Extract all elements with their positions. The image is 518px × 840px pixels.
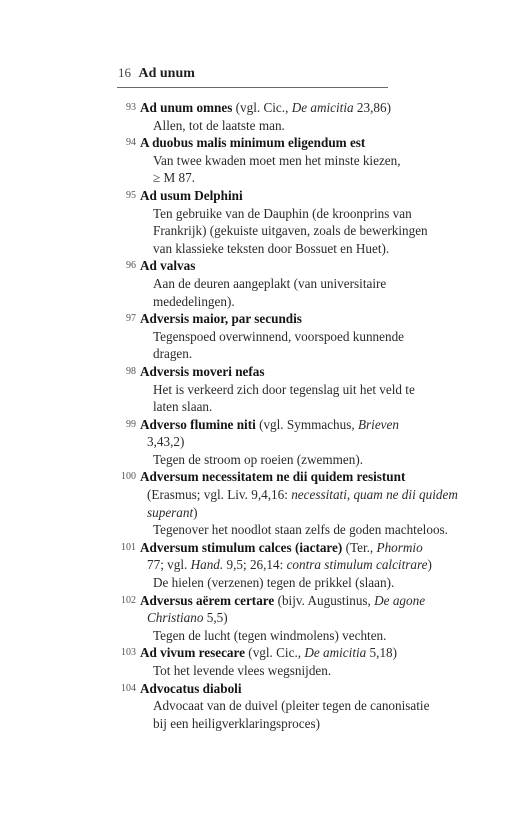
entry-source-line (147, 486, 507, 504)
entry-headline (140, 592, 500, 610)
latin-phrase: Adversum stimulum calces (iactare) (140, 539, 343, 555)
entry-text: 5,5) (203, 610, 228, 626)
entry-text: (bijv. Augustinus, (274, 592, 375, 608)
entry-translation-line (153, 240, 513, 258)
entry-source-line (147, 433, 507, 451)
entry-text: (vgl. Symmachus, (255, 416, 358, 432)
entry-source-line (147, 609, 507, 627)
entry-translation-line (153, 398, 513, 416)
source-title: Brieven (357, 416, 399, 432)
entry-number: 94 (126, 137, 136, 149)
dictionary-entry (0, 257, 518, 310)
entry-headline (140, 134, 500, 152)
entry-translation-line (153, 345, 513, 363)
dictionary-entry (0, 468, 518, 538)
entry-text: Tegen de lucht (tegen windmolens) vechten. (153, 627, 387, 643)
entry-text: Ten gebruike van de Dauphin (de kroonprins van (153, 205, 412, 221)
entry-text: De hielen (verzenen) tegen de prikkel (slaan). (153, 575, 395, 591)
source-title: Hand. (190, 557, 224, 573)
entry-text: (vgl. Cic., (232, 100, 292, 115)
entry-translation-line (153, 117, 513, 135)
latin-phrase: Adversus aërem certare (140, 592, 275, 608)
entry-text: (Ter., (342, 539, 377, 555)
entry-text: mededelingen). (153, 293, 235, 309)
entry-text: (vgl. Cic., (245, 645, 305, 661)
entry-text: ) (193, 504, 198, 520)
entry-list (0, 99, 518, 732)
entry-number: 93 (126, 102, 136, 113)
entry-text: ) (427, 557, 432, 573)
entry-text: dragen. (153, 346, 193, 362)
running-head (118, 64, 195, 83)
entry-number: 95 (126, 189, 136, 201)
latin-phrase: Ad vivum resecare (140, 645, 245, 661)
entry-text: Advocaat van de duivel (pleiter tegen de canonisatie (153, 698, 430, 714)
entry-translation-line (153, 697, 513, 715)
dictionary-entry (0, 592, 518, 645)
entry-text: Tegenover het noodlot staan zelfs de goden machteloos. (153, 522, 448, 538)
latin-phrase: Ad valvas (140, 258, 196, 274)
source-title: De amicitia (291, 100, 354, 115)
entry-translation-line (153, 169, 513, 187)
entry-text: Allen, tot de laatste man. (153, 117, 285, 133)
entry-translation-line (153, 381, 513, 399)
dictionary-entry (0, 187, 518, 257)
entry-number: 99 (126, 418, 136, 430)
source-title: De agone (374, 592, 426, 608)
entry-text: Tot het levende vlees wegsnijden. (153, 663, 332, 678)
entry-translation-line (153, 222, 513, 240)
entry-number: 103 (121, 647, 136, 659)
entry-headline (140, 187, 500, 205)
entry-number: 101 (121, 541, 136, 553)
entry-text: ≥ M 87. (153, 170, 196, 186)
dictionary-entry (0, 99, 518, 134)
entry-text: Aan de deuren aangeplakt (van universitaire (153, 275, 387, 291)
entry-text: (Erasmus; vgl. Liv. 9,4,16: (147, 487, 292, 503)
dictionary-entry (0, 416, 518, 469)
dictionary-entry (0, 680, 518, 733)
entry-translation-line (153, 627, 513, 645)
source-title: superant (147, 504, 194, 520)
source-title: contra stimulum calcitrare (286, 557, 428, 573)
entry-text: 5,18) (366, 645, 398, 661)
entry-text: 77; vgl. (147, 557, 191, 573)
header-rule (117, 87, 388, 88)
source-title: De amicitia (304, 645, 367, 661)
entry-headline (140, 539, 500, 557)
entry-text: Frankrijk) (gekuiste uitgaven, zoals de bewerkingen (153, 223, 428, 239)
entry-headline (140, 257, 500, 275)
entry-text: Van twee kwaden moet men het minste kiezen, (153, 152, 401, 168)
entry-text: bij een heiligverklaringsproces) (153, 715, 320, 731)
entry-text: laten slaan. (153, 399, 213, 415)
entry-number: 96 (126, 260, 136, 272)
entry-number: 104 (121, 682, 136, 694)
dictionary-entry (0, 363, 518, 416)
entry-headline (140, 644, 500, 662)
entry-text: 23,86) (353, 100, 391, 115)
entry-text: van klassieke teksten door Bossuet en Huet). (153, 240, 390, 256)
latin-phrase: A duobus malis minimum eligendum est (140, 135, 366, 151)
latin-phrase: Advocatus diaboli (140, 680, 242, 696)
dictionary-entry (0, 310, 518, 363)
entry-text: 9,5; 26,14: (223, 557, 287, 573)
latin-phrase: Adverso flumine niti (140, 416, 256, 432)
entry-headline (140, 363, 500, 381)
entry-source-line (147, 504, 507, 522)
entry-translation-line (153, 574, 513, 592)
entry-translation-line (153, 521, 513, 539)
entry-text: Tegenspoed overwinnend, voorspoed kunnende (153, 328, 405, 344)
entry-translation-line (153, 662, 513, 680)
entry-source-line (147, 556, 507, 574)
entry-text: Het is verkeerd zich door tegenslag uit het veld te (153, 381, 415, 397)
entry-translation-line (153, 275, 513, 293)
dictionary-entry (0, 539, 518, 592)
latin-phrase: Adversis moveri nefas (140, 363, 265, 379)
entry-text: 3,43,2) (147, 434, 185, 450)
entry-headline (140, 468, 500, 486)
entry-number: 102 (121, 594, 136, 606)
entry-headline (140, 416, 500, 434)
dictionary-entry (0, 644, 518, 679)
entry-text: Tegen de stroom op roeien (zwemmen). (153, 451, 364, 467)
running-title: Ad unum (138, 66, 195, 81)
entry-translation-line (153, 451, 513, 469)
page-number: 16 (118, 65, 131, 80)
entry-number: 98 (126, 365, 136, 377)
latin-phrase: Ad usum Delphini (140, 187, 243, 203)
dictionary-entry (0, 134, 518, 187)
entry-translation-line (153, 152, 513, 170)
entry-headline (140, 680, 500, 698)
entry-headline (140, 310, 500, 328)
entry-number: 100 (121, 471, 136, 483)
source-title: Phormio (376, 539, 423, 555)
source-title: necessitati, quam ne dii quidem (291, 487, 458, 503)
latin-phrase: Adversis maior, par secundis (140, 311, 302, 327)
entry-translation-line (153, 293, 513, 311)
entry-translation-line (153, 205, 513, 223)
latin-phrase: Ad unum omnes (140, 100, 233, 115)
entry-translation-line (153, 328, 513, 346)
entry-translation-line (153, 715, 513, 733)
entry-number: 97 (126, 313, 136, 325)
source-title: Christiano (147, 610, 204, 626)
latin-phrase: Adversum necessitatem ne dii quidem resistunt (140, 469, 406, 485)
entry-headline (140, 99, 500, 117)
